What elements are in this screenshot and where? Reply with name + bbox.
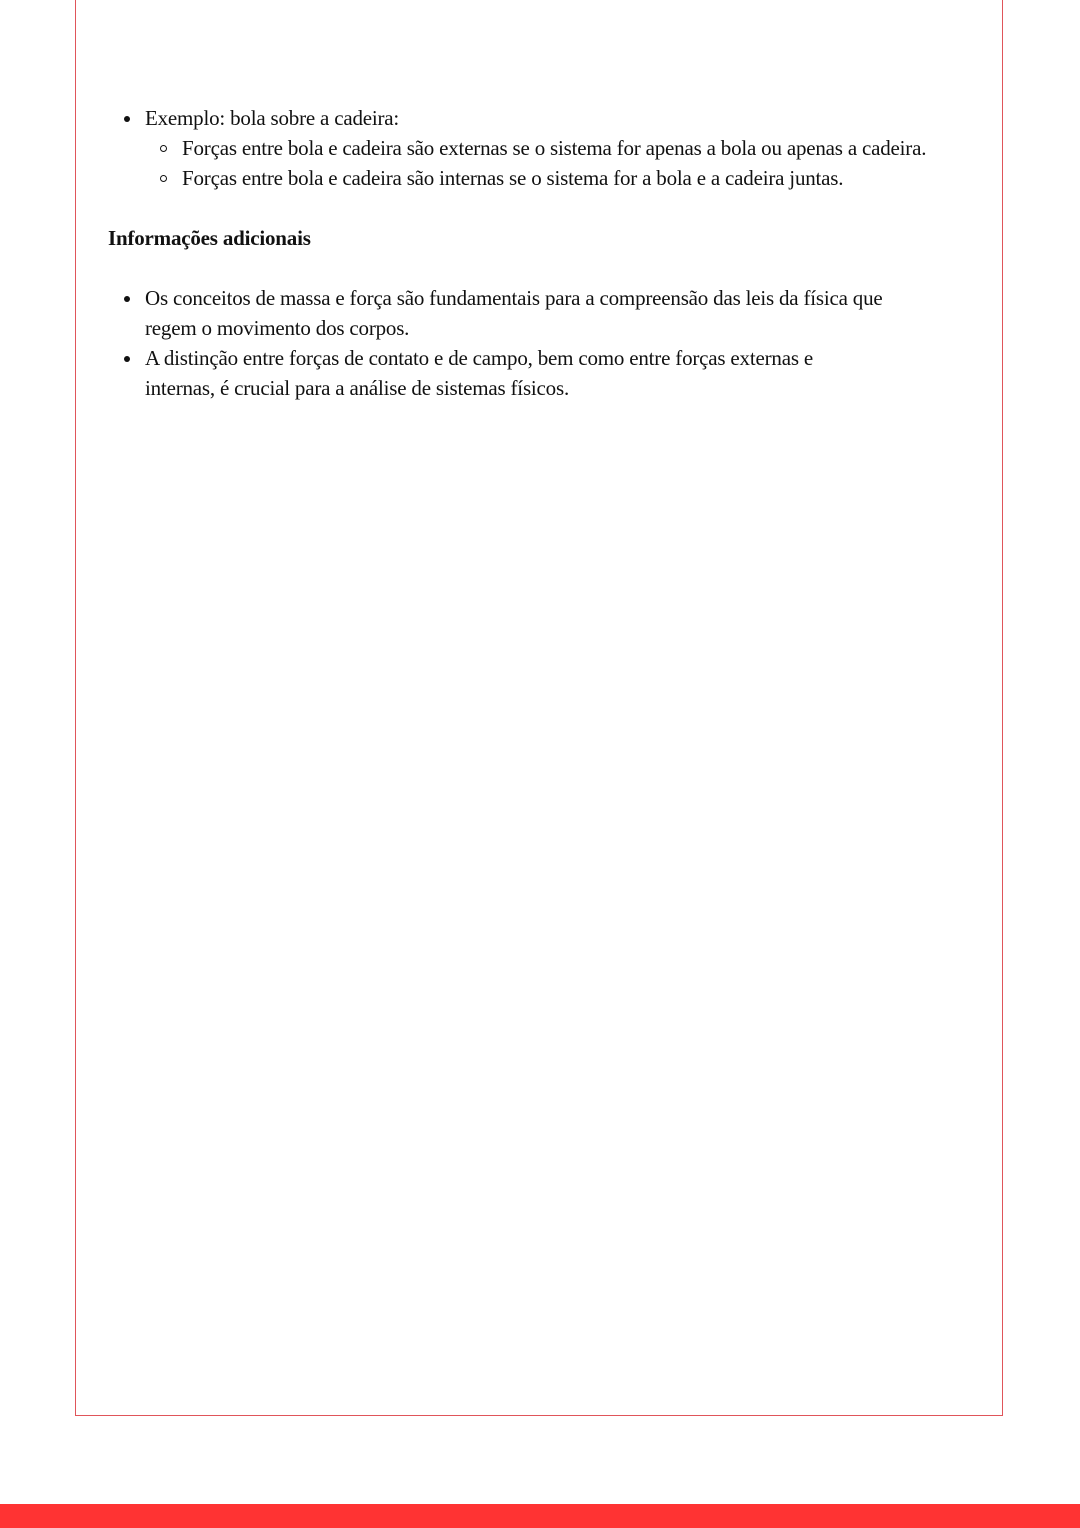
additional-list	[108, 283, 928, 403]
example-sublist	[145, 133, 945, 193]
section-heading: Informações adicionais	[108, 226, 311, 250]
list-item: Forças entre bola e cadeira são externas se o sistema for apenas a bola ou apenas a cadeira.	[145, 133, 945, 163]
list-item	[108, 103, 968, 193]
list-item: Os conceitos de massa e força são fundamentais para a compreensão das leis da física que regem o movimento dos corpos.	[108, 283, 928, 343]
list-item: A distinção entre forças de contato e de campo, bem como entre forças externas e internas, é crucial para a análise de sistemas físicos.	[108, 343, 928, 403]
list-item: Forças entre bola e cadeira são internas se o sistema for a bola e a cadeira juntas.	[145, 163, 945, 193]
footer-bar	[0, 1504, 1080, 1528]
example-label: Exemplo: bola sobre a cadeira:	[145, 106, 400, 130]
example-list	[108, 103, 968, 193]
document-content	[108, 103, 968, 403]
